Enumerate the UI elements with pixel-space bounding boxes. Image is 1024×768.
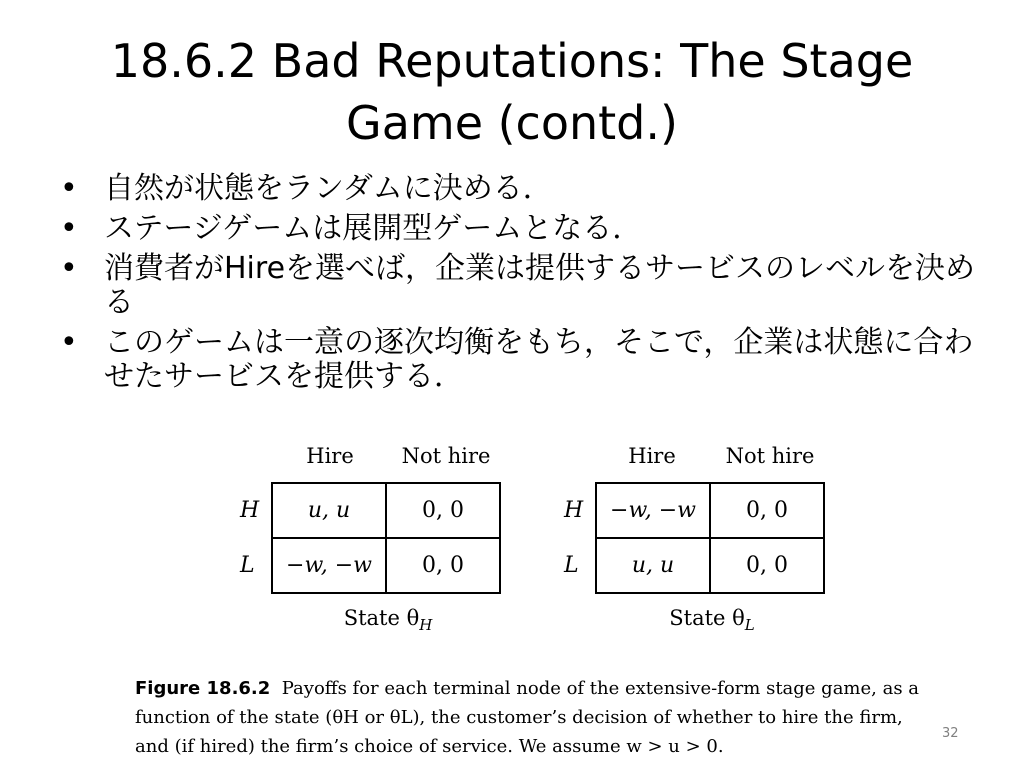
payoff-cell: u, u [596, 538, 710, 593]
figure-caption [135, 674, 925, 761]
title-line-1: 18.6.2 Bad Reputations: The Stage [110, 34, 914, 88]
row-header-l: L [564, 553, 579, 578]
page-number: 32 [942, 726, 959, 741]
col-header-hire: Hire [628, 444, 676, 468]
figure-caption-line-1 [135, 674, 925, 703]
payoff-cell: 0, 0 [710, 538, 824, 593]
bullet-dot: • [60, 171, 78, 206]
bullet-text: 消費者がHireを選べば，企業は提供するサービスのレベルを決める [104, 251, 976, 320]
payoff-cell: u, u [272, 483, 386, 538]
row-header-h: H [240, 498, 260, 523]
row-header-l: L [240, 553, 255, 578]
col-header-hire: Hire [306, 444, 354, 468]
figure-label: Figure 18.6.2 [135, 678, 271, 699]
row-header-h: H [564, 498, 584, 523]
payoff-matrix-state-l [595, 482, 825, 594]
bullet-text: 自然が状態をランダムに決める． [104, 171, 553, 206]
matrix-caption-state-l [592, 606, 832, 634]
payoff-cell: −w, −w [596, 483, 710, 538]
caption-text: Payoffs for each terminal node of the extensive-form stage game, as a [281, 678, 920, 699]
col-header-not-hire: Not hire [401, 444, 491, 468]
caption-subscript: L [744, 616, 755, 635]
matrix-row [272, 483, 500, 538]
bullet-dot: • [60, 325, 78, 360]
bullet-text: このゲームは一意の逐次均衡をもち，そこで，企業は状態に合わせたサービスを提供する． [104, 325, 974, 394]
matrix-caption-state-h [268, 606, 508, 634]
caption-prefix: State θ [343, 606, 420, 630]
figure-caption-line-3: and (if hired) the firm’s choice of service. We assume w > u > 0. [135, 736, 724, 757]
payoff-cell: 0, 0 [710, 483, 824, 538]
matrix-row [596, 483, 824, 538]
caption-subscript: H [419, 616, 433, 635]
bullet-text: ステージゲームは展開型ゲームとなる． [104, 211, 643, 246]
caption-prefix: State θ [669, 606, 745, 630]
matrix-row [272, 538, 500, 593]
matrix-row [596, 538, 824, 593]
title-line-2: Game (contd.) [346, 96, 678, 150]
bullet-dot: • [60, 211, 78, 246]
col-header-not-hire: Not hire [725, 444, 815, 468]
figure-caption-line-2: function of the state (θH or θL), the customer’s decision of whether to hire the firm, [135, 707, 903, 728]
payoff-matrix-state-h [271, 482, 501, 594]
payoff-cell: 0, 0 [386, 483, 500, 538]
payoff-cell: −w, −w [272, 538, 386, 593]
bullet-dot: • [60, 251, 78, 286]
payoff-cell: 0, 0 [386, 538, 500, 593]
